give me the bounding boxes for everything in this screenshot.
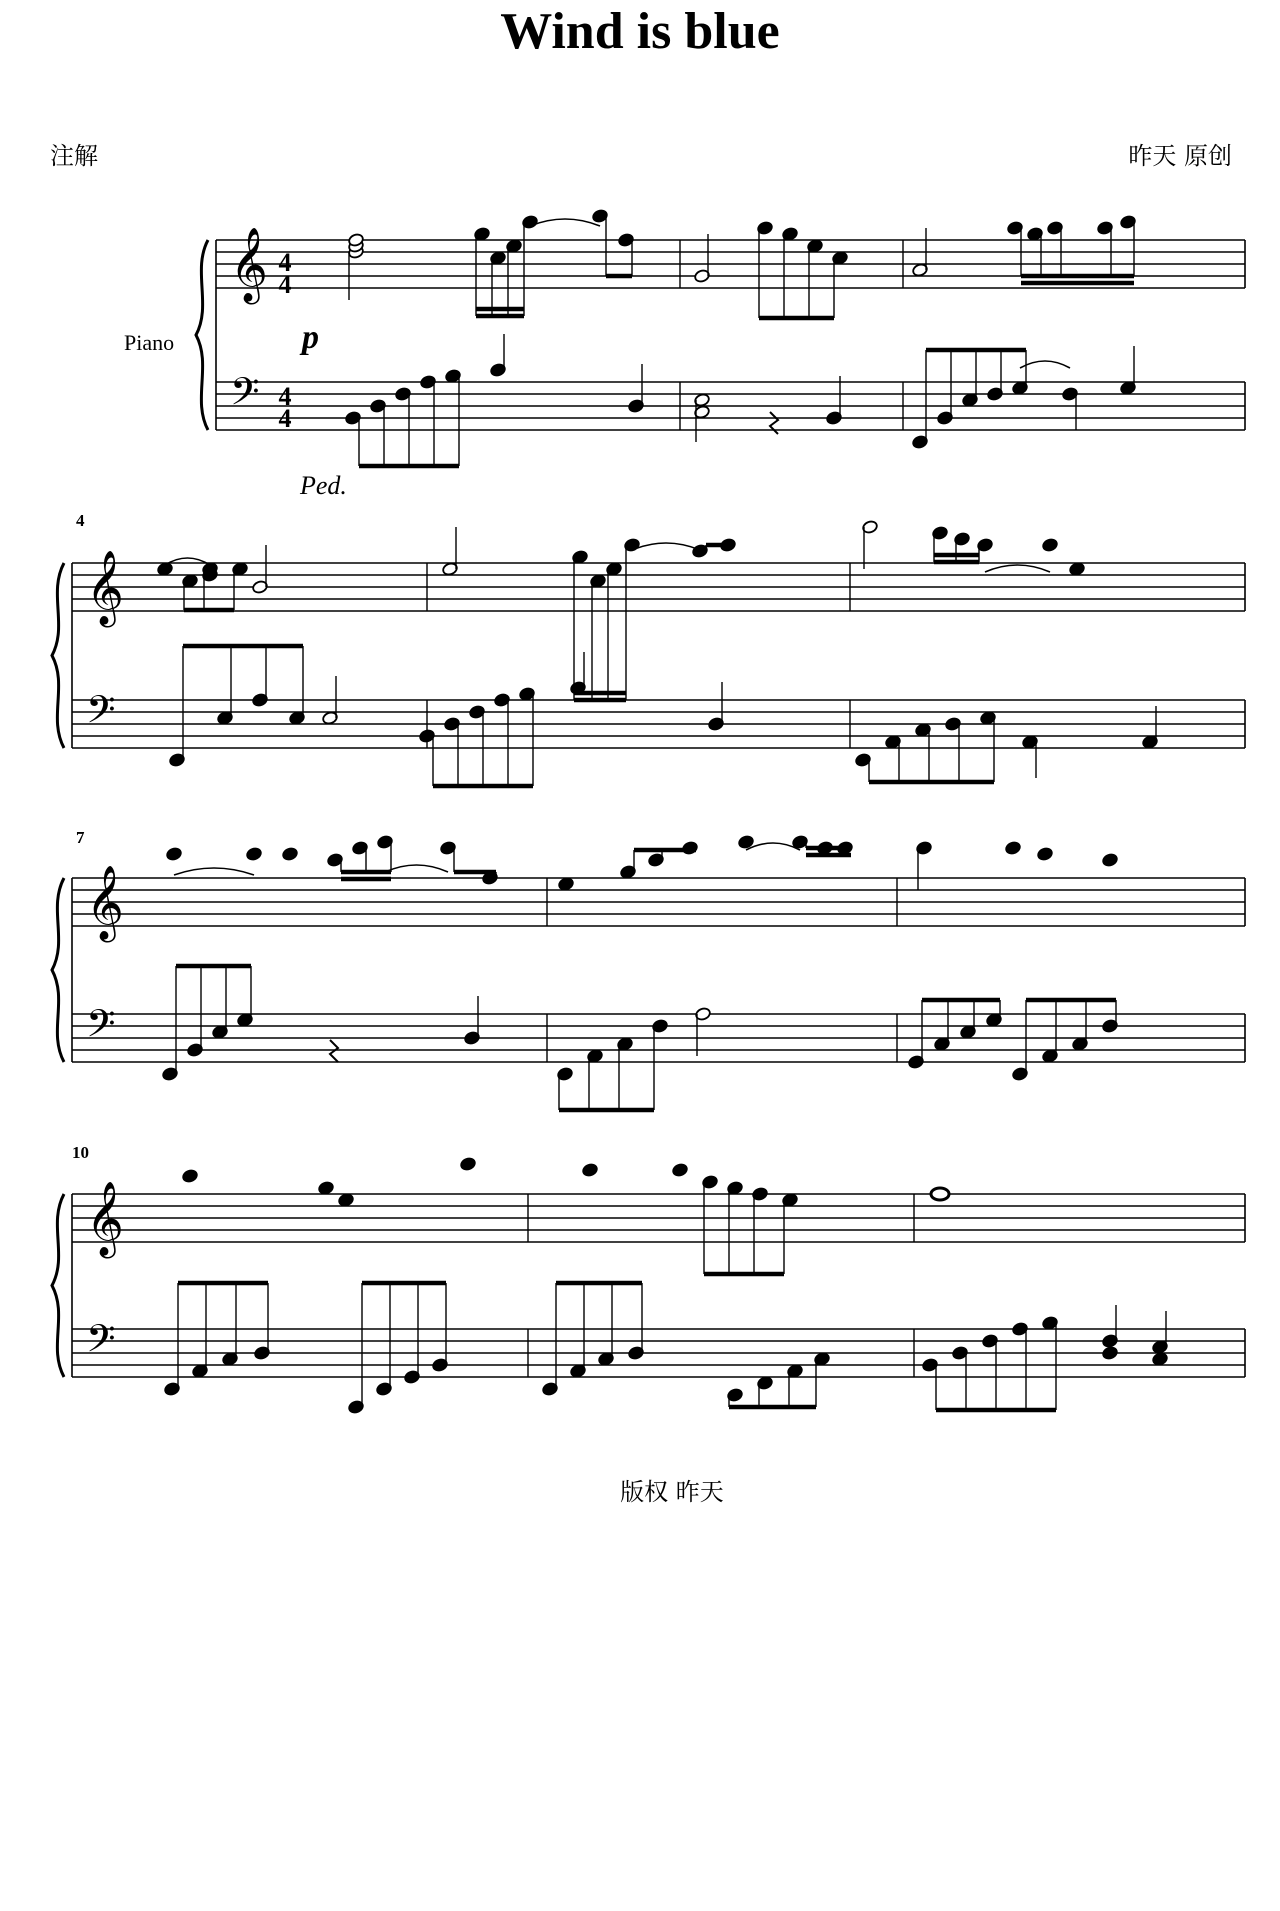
- time-signature-bass: [279, 382, 292, 433]
- staff-systems: [52, 228, 1245, 1377]
- rest-icon: [330, 1040, 338, 1062]
- time-signature-treble: [279, 248, 292, 299]
- treble-clef-icon: 𝄞: [86, 866, 124, 940]
- composer-credit: 昨天 原创: [1128, 142, 1232, 170]
- tie: [1020, 361, 1070, 368]
- brace: [52, 1194, 64, 1377]
- notehead: [318, 1181, 335, 1196]
- page-title: Wind is blue: [500, 3, 780, 60]
- bass-clef-icon: 𝄢: [86, 1001, 116, 1055]
- svg-text:4: 4: [278, 404, 292, 433]
- tie: [530, 219, 600, 226]
- brace: [52, 878, 64, 1062]
- notehead: [246, 847, 263, 862]
- tie: [165, 558, 210, 565]
- notehead: [1102, 1346, 1119, 1361]
- annotation-label: 注解: [50, 142, 98, 170]
- pedal-marking: Ped.: [300, 471, 347, 500]
- bass-clef-icon: 𝄢: [86, 687, 116, 741]
- treble-clef-icon: 𝄞: [86, 1182, 124, 1256]
- staff-system: [196, 228, 1245, 430]
- brace: [52, 563, 64, 748]
- notation: [157, 209, 1169, 1415]
- notehead: [157, 562, 174, 577]
- notehead: [338, 1193, 355, 1208]
- whole-note: [931, 1188, 949, 1200]
- copyright-footer: 版权 昨天: [620, 1478, 724, 1506]
- notehead: [558, 877, 575, 892]
- notehead: [1005, 841, 1022, 856]
- tie: [746, 843, 800, 850]
- svg-text:4: 4: [278, 270, 292, 299]
- notehead: [672, 1163, 689, 1178]
- notehead: [582, 1163, 599, 1178]
- tie: [385, 865, 448, 872]
- rest-icon: [770, 412, 778, 434]
- bass-clef-icon: 𝄢: [230, 369, 260, 423]
- notehead: [460, 1157, 477, 1172]
- staff-system: [52, 1182, 1245, 1377]
- tie: [985, 565, 1050, 572]
- bass-clef-icon: 𝄢: [86, 1316, 116, 1370]
- notehead: [1102, 853, 1119, 868]
- svg-text:4: 4: [278, 248, 292, 277]
- treble-clef-icon: 𝄞: [86, 551, 124, 625]
- notehead: [1152, 1352, 1169, 1367]
- dynamic-marking: p: [302, 319, 319, 356]
- notehead: [1069, 562, 1086, 577]
- treble-clef-icon: 𝄞: [230, 228, 268, 302]
- brace: [196, 240, 208, 430]
- notehead: [166, 847, 183, 862]
- instrument-name: Piano: [124, 330, 175, 355]
- notehead: [1042, 538, 1059, 553]
- tie: [632, 543, 700, 550]
- measure-number: 4: [76, 511, 85, 530]
- measure-number: 7: [76, 828, 85, 847]
- notehead: [1037, 847, 1054, 862]
- notehead: [182, 1169, 199, 1184]
- svg-text:4: 4: [278, 382, 292, 411]
- measure-number: 10: [72, 1143, 89, 1162]
- tie: [174, 868, 254, 875]
- notehead: [282, 847, 299, 862]
